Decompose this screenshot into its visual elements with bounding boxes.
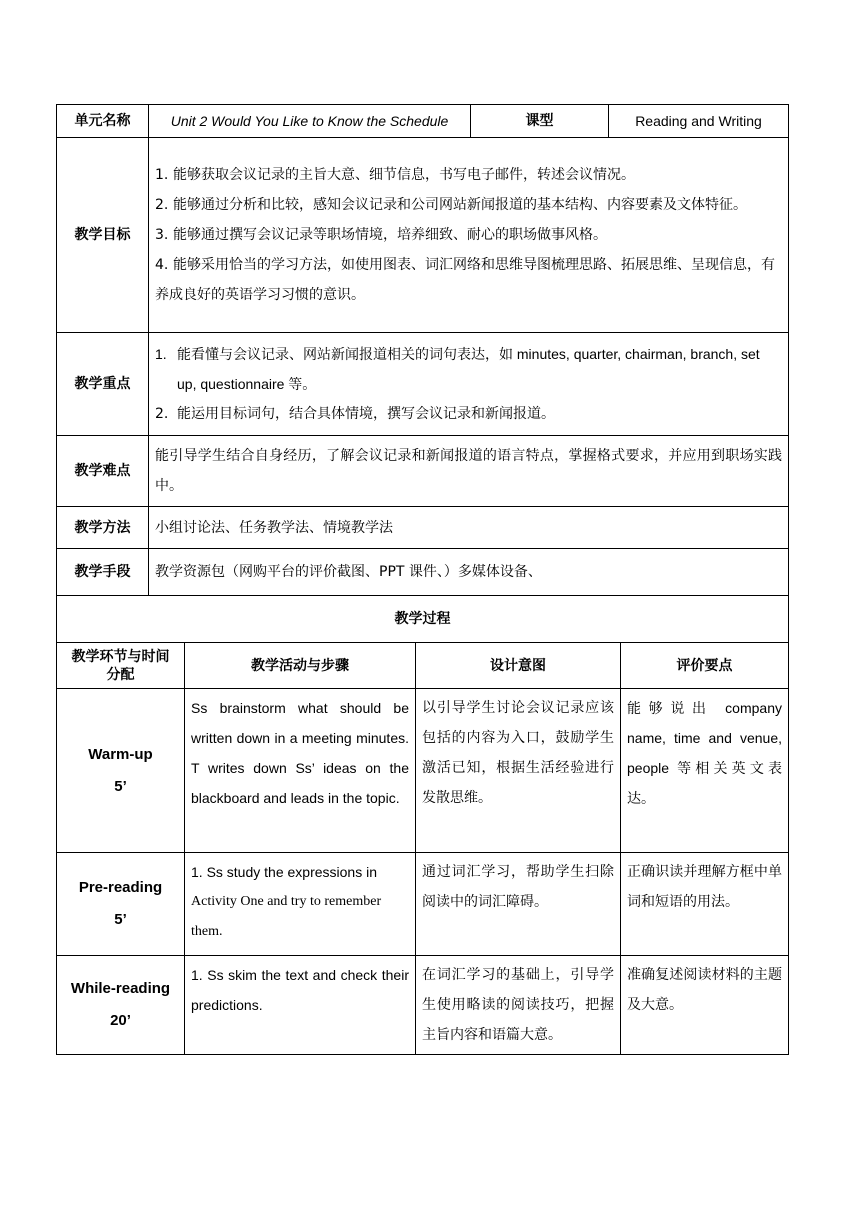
goals-label: 教学目标: [57, 138, 149, 333]
design-cell: 在词汇学习的基础上，引导学生使用略读的阅读技巧，把握主旨内容和语篇大意。: [416, 956, 621, 1055]
activity-line: Activity One and try to remember: [191, 894, 382, 909]
goal-number: 4.: [155, 257, 169, 273]
type-label: 课型: [471, 105, 609, 138]
key-point-text: 能运用目标词句，结合具体情境，撰写会议记录和新闻报道。: [177, 406, 555, 422]
process-table: [56, 595, 789, 1055]
key-points-content: [149, 333, 789, 436]
key-points-list: [155, 335, 782, 433]
means-text: 教学资源包（网购平台的评价截图、PPT 课件、）多媒体设备、: [149, 549, 789, 596]
lesson-info-table: [56, 104, 789, 596]
stage-cell: [57, 853, 185, 956]
process-title-row: [57, 596, 789, 643]
key-points-label: 教学重点: [57, 333, 149, 436]
unit-row: [57, 105, 789, 138]
lesson-plan-sheet: [56, 104, 788, 1055]
goal-text: 能够采用恰当的学习方法，如使用图表、词汇网络和思维导图梳理思路、拓展思维、呈现信息，有养成良好的英语学习习惯的意识。: [155, 257, 775, 303]
table-row: [57, 956, 789, 1055]
stage-name: Warm-up: [88, 745, 153, 763]
stage-name: While-reading: [70, 980, 171, 997]
method-label: 教学方法: [57, 507, 149, 549]
process-header-row: [57, 643, 789, 689]
design-cell: 通过词汇学习，帮助学生扫除阅读中的词汇障碍。: [416, 853, 621, 956]
process-title: 教学过程: [57, 596, 789, 643]
table-row: [57, 689, 789, 853]
goals-list: [155, 156, 782, 314]
eval-cell: 能够说出 company name, time and venue, people 等相关英文表达。: [621, 689, 789, 853]
stage-time: 20’: [110, 1012, 131, 1029]
difficulty-label: 教学难点: [57, 436, 149, 507]
key-point-item: [155, 399, 782, 429]
activity-line: them.: [191, 924, 223, 939]
goal-item: [155, 190, 782, 220]
means-row: [57, 549, 789, 596]
goal-number: 3.: [155, 227, 169, 243]
goal-text: 能够通过分析和比较，感知会议记录和公司网站新闻报道的基本结构、内容要素及文体特征。: [173, 197, 747, 213]
goal-item: [155, 250, 782, 310]
activity-cell: [185, 853, 416, 956]
method-row: [57, 507, 789, 549]
goals-row: [57, 138, 789, 333]
col-design-header: 设计意图: [416, 643, 621, 689]
key-point-number: 2.: [155, 406, 169, 422]
goal-number: 2.: [155, 197, 169, 213]
goal-item: [155, 160, 782, 190]
difficulty-row: [57, 436, 789, 507]
type-value: Reading and Writing: [609, 105, 789, 138]
difficulty-text: 能引导学生结合自身经历，了解会议记录和新闻报道的语言特点，掌握格式要求，并应用到职场实践中。: [149, 436, 789, 507]
table-row: [57, 853, 789, 956]
activity-cell: 1. Ss skim the text and check their predictions.: [185, 956, 416, 1055]
col-stage-header: 教学环节与时间分配: [57, 643, 185, 689]
activity-cell: Ss brainstorm what should be written down in a meeting minutes. T writes down Ss’ ideas on the blackboard and leads in the topic.: [185, 689, 416, 853]
col-eval-header: 评价要点: [621, 643, 789, 689]
goals-content: [149, 138, 789, 333]
goal-text: 能够获取会议记录的主旨大意、细节信息，书写电子邮件，转述会议情况。: [173, 167, 635, 183]
design-cell: 以引导学生讨论会议记录应该包括的内容为入口，鼓励学生激活已知，根据生活经验进行发散思维。: [416, 689, 621, 853]
eval-cell: 正确识读并理解方框中单词和短语的用法。: [621, 853, 789, 956]
goal-number: 1.: [155, 167, 169, 183]
stage-time: 5’: [114, 911, 127, 928]
stage-cell: [57, 956, 185, 1055]
stage-time: 5’: [114, 777, 127, 795]
key-point-text: 能看懂与会议记录、网站新闻报道相关的词句表达，如 minutes, quarter, chairman, branch, set up, questionnaire 等。: [177, 346, 760, 392]
key-point-number: 1.: [155, 346, 167, 362]
col-activity-header: 教学活动与步骤: [185, 643, 416, 689]
stage-name: Pre-reading: [78, 879, 163, 896]
stage-cell: [57, 689, 185, 853]
means-label: 教学手段: [57, 549, 149, 596]
goal-text: 能够通过撰写会议记录等职场情境，培养细致、耐心的职场做事风格。: [173, 227, 607, 243]
goal-item: [155, 220, 782, 250]
unit-value: Unit 2 Would You Like to Know the Schedule: [149, 105, 471, 138]
key-points-row: [57, 333, 789, 436]
method-text: 小组讨论法、任务教学法、情境教学法: [149, 507, 789, 549]
eval-cell: 准确复述阅读材料的主题及大意。: [621, 956, 789, 1055]
activity-line: 1. Ss study the expressions in: [191, 864, 377, 880]
unit-label: 单元名称: [57, 105, 149, 138]
key-point-item: [155, 339, 782, 399]
